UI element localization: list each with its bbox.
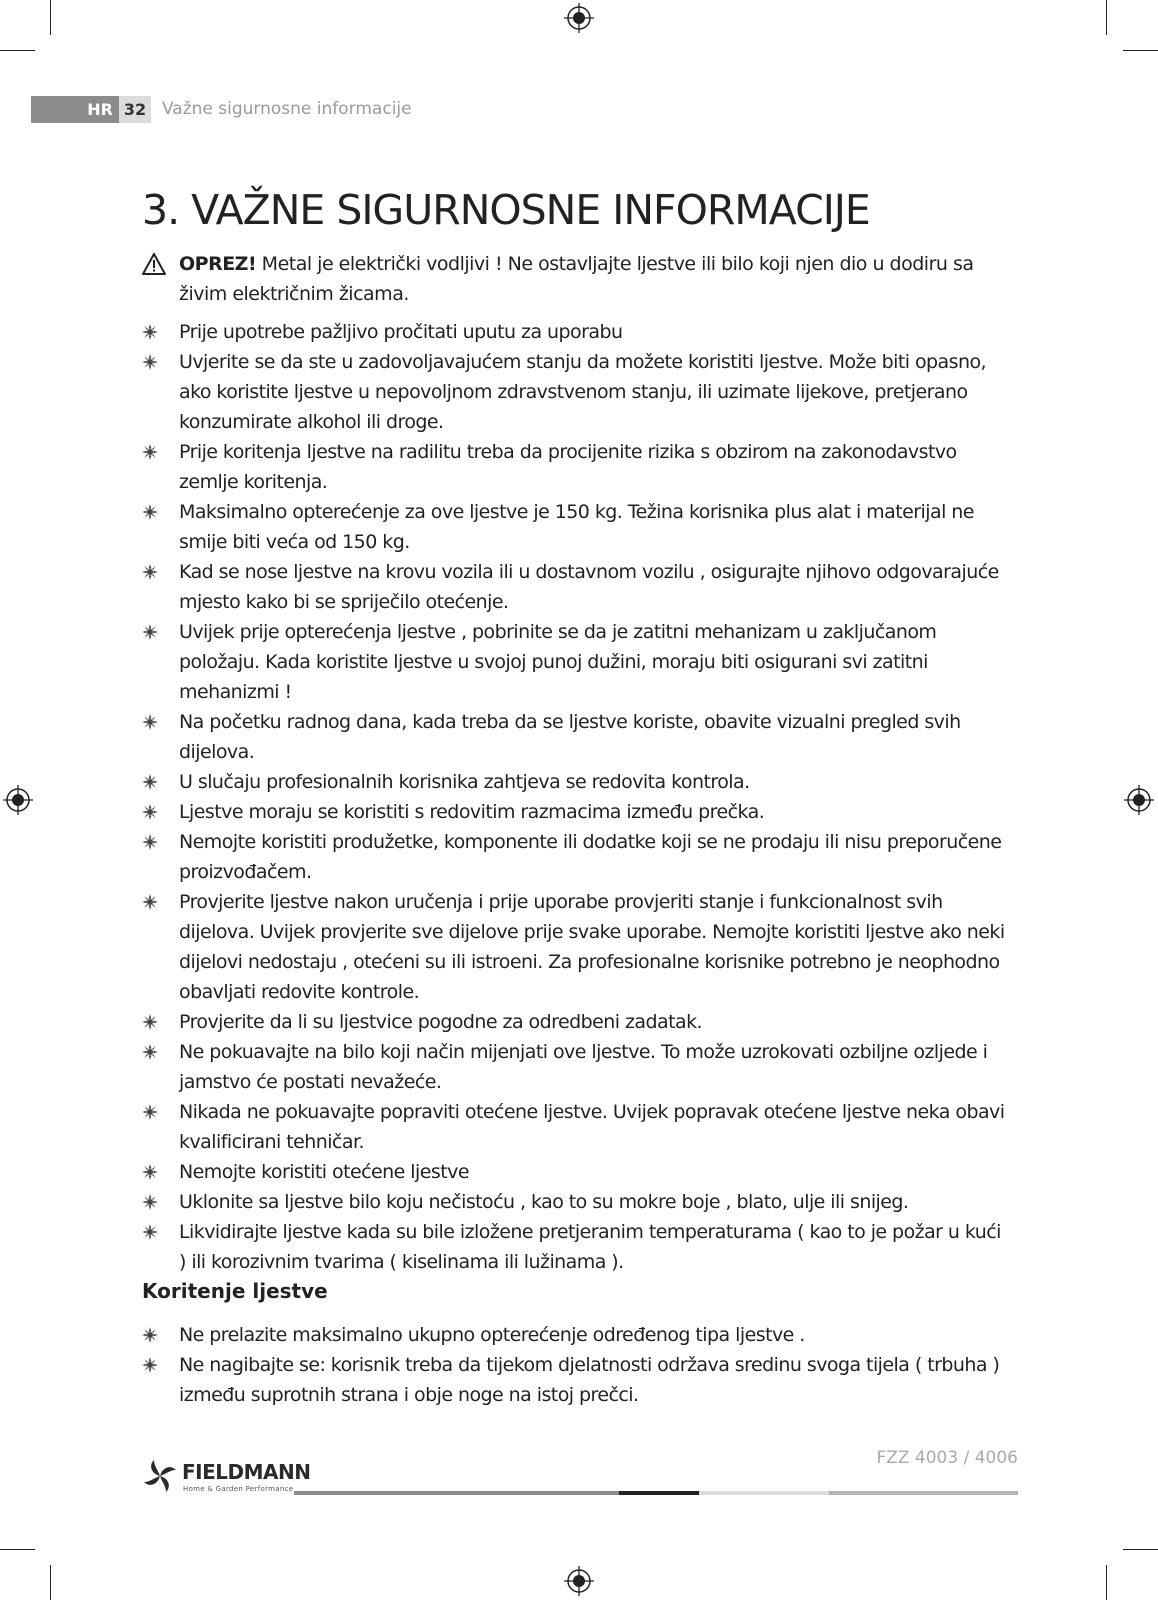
list-item-text: Ne pokuavajte na bilo koji način mijenjati ove ljestve. To može uzrokovati ozbiljne ozljede i jamstvo će postati nevažeće. bbox=[179, 1041, 988, 1093]
bullet-icon bbox=[142, 324, 158, 340]
list-item-text: Na početku radnog dana, kada treba da se ljestve koriste, obavite vizualni pregled svih dijelova. bbox=[179, 711, 961, 763]
footer-rule bbox=[294, 1491, 619, 1495]
running-header bbox=[31, 96, 451, 123]
registration-mark-icon bbox=[1124, 785, 1154, 815]
list-item-text: Kad se nose ljestve na krovu vozila ili u dostavnom vozilu , osigurajte njihovo odgovarajuće mjesto kako bi se spriječilo otećenje. bbox=[179, 561, 999, 613]
list-item bbox=[142, 827, 1012, 887]
bullet-icon bbox=[142, 834, 158, 850]
list-item bbox=[142, 557, 1012, 617]
page-number: 32 bbox=[119, 96, 151, 123]
list-item-text: Ne prelazite maksimalno ukupno opterećenje određenog tipa ljestve . bbox=[179, 1324, 805, 1346]
bullet-icon bbox=[142, 1327, 158, 1343]
list-item bbox=[142, 497, 1012, 557]
crop-mark bbox=[1123, 50, 1158, 51]
list-item-text: Uklonite sa ljestve bilo koju nečistoću , kao to su mokre boje , blato, ulje ili snijeg. bbox=[179, 1191, 909, 1213]
bullet-icon bbox=[142, 1014, 158, 1030]
list-item bbox=[142, 1320, 1012, 1350]
bullet-icon bbox=[142, 624, 158, 640]
crop-mark bbox=[50, 0, 51, 35]
language-code: HR bbox=[87, 100, 113, 119]
list-item-text: U slučaju profesionalnih korisnika zahtjeva se redovita kontrola. bbox=[179, 771, 750, 793]
crop-mark bbox=[1106, 1565, 1107, 1600]
list-item bbox=[142, 1157, 1012, 1187]
list-item bbox=[142, 1217, 1012, 1277]
bullet-icon bbox=[142, 804, 158, 820]
list-item-text: Provjerite da li su ljestvice pogodne za odredbeni zadatak. bbox=[179, 1011, 703, 1033]
registration-mark-icon bbox=[564, 1566, 594, 1596]
list-item-text: Ne nagibajte se: korisnik treba da tijekom djelatnosti održava sredinu svoga tijela ( trbuha ) između suprotnih strana i obje noge na istoj prečci. bbox=[179, 1354, 1000, 1406]
list-item-text: Nemojte koristiti produžetke, komponente ili dodatke koji se ne prodaju ili nisu preporučene proizvođačem. bbox=[179, 831, 1002, 883]
footer-rule bbox=[619, 1491, 699, 1495]
list-item-text: Prije koritenja ljestve na radilitu treba da procijenite rizika s obzirom na zakonodavstvo zemlje koritenja. bbox=[179, 441, 957, 493]
list-item-text: Prije upotrebe pažljivo pročitati uputu za uporabu bbox=[179, 321, 623, 343]
list-item bbox=[142, 1037, 1012, 1097]
list-item-text: Ljestve moraju se koristiti s redovitim razmacima između prečka. bbox=[179, 801, 765, 823]
crop-mark bbox=[1123, 1549, 1158, 1550]
list-item bbox=[142, 1187, 1012, 1217]
caution-text bbox=[179, 249, 1012, 309]
bullet-icon bbox=[142, 504, 158, 520]
header-section-title: Važne sigurnosne informacije bbox=[162, 99, 412, 119]
caution-body: Metal je električki vodljivi ! Ne ostavljajte ljestve ili bilo koji njen dio u dodiru sa živim električnim žicama. bbox=[179, 253, 974, 305]
list-item bbox=[142, 437, 1012, 497]
list-item-text: Maksimalno opterećenje za ove ljestve je 150 kg. Težina korisnika plus alat i materijal ne smije biti veća od 150 kg. bbox=[179, 501, 974, 553]
list-item bbox=[142, 797, 1012, 827]
crop-mark bbox=[0, 50, 35, 51]
safety-list bbox=[142, 317, 1012, 1277]
list-item bbox=[142, 887, 1012, 1007]
crop-mark bbox=[50, 1565, 51, 1600]
list-item-text: Nikada ne pokuavajte popraviti otećene ljestve. Uvijek popravak otećene ljestve neka obavi kvalificirani tehničar. bbox=[179, 1101, 1005, 1153]
page-title: 3. VAŽNE SIGURNOSNE INFORMACIJE bbox=[142, 186, 870, 234]
registration-mark-icon bbox=[564, 3, 594, 33]
footer-rule bbox=[829, 1491, 1018, 1495]
model-number: FZZ 4003 / 4006 bbox=[876, 1448, 1018, 1468]
list-item bbox=[142, 1350, 1012, 1410]
list-item bbox=[142, 707, 1012, 767]
list-item-text: Nemojte koristiti otećene ljestve bbox=[179, 1161, 469, 1183]
bullet-icon bbox=[142, 894, 158, 910]
list-item bbox=[142, 767, 1012, 797]
subsection-title: Koritenje ljestve bbox=[142, 1279, 328, 1303]
brand-tagline: Home & Garden Performance bbox=[183, 1485, 294, 1493]
bullet-icon bbox=[142, 444, 158, 460]
list-item bbox=[142, 1007, 1012, 1037]
bullet-icon bbox=[142, 1357, 158, 1373]
bullet-icon bbox=[142, 1194, 158, 1210]
usage-list bbox=[142, 1320, 1012, 1410]
list-item bbox=[142, 1097, 1012, 1157]
list-item bbox=[142, 347, 1012, 437]
bullet-icon bbox=[142, 1164, 158, 1180]
bullet-icon bbox=[142, 1224, 158, 1240]
caution-label: OPREZ! bbox=[179, 253, 257, 275]
brand-name: FIELDMANN bbox=[182, 1460, 311, 1484]
registration-mark-icon bbox=[3, 785, 33, 815]
caution-notice bbox=[142, 249, 1012, 309]
bullet-icon bbox=[142, 1044, 158, 1060]
list-item-text: Provjerite ljestve nakon uručenja i prije uporabe provjeriti stanje i funkcionalnost svih dijelova. Uvijek provjerite sve dijelove prije svake uporabe. Nemojte koristiti ljestve ako neki dijelovi nedostaju , otećeni su ili istroeni. Za profesionalne korisnike potrebno je neophodno obavljati redovite kontrole. bbox=[179, 891, 1005, 1003]
list-item bbox=[142, 317, 1012, 347]
list-item-text: Likvidirajte ljestve kada su bile izložene pretjeranim temperaturama ( kao to je požar u kući ) ili korozivnim tvarima ( kiselinama ili lužinama ). bbox=[179, 1221, 1001, 1273]
bullet-icon bbox=[142, 564, 158, 580]
bullet-icon bbox=[142, 774, 158, 790]
list-item-text: Uvjerite se da ste u zadovoljavajućem stanju da možete koristiti ljestve. Može biti opasno, ako koristite ljestve u nepovoljnom zdravstvenom stanju, ili uzimate lijekove, pretjerano konzumirate alkohol ili droge. bbox=[179, 351, 987, 433]
crop-mark bbox=[0, 1549, 35, 1550]
list-item bbox=[142, 617, 1012, 707]
bullet-icon bbox=[142, 1104, 158, 1120]
warning-triangle-icon bbox=[142, 253, 166, 275]
bullet-icon bbox=[142, 714, 158, 730]
footer-rule bbox=[699, 1491, 829, 1495]
list-item-text: Uvijek prije opterećenja ljestve , pobrinite se da je zatitni mehanizam u zaključanom položaju. Kada koristite ljestve u svojoj punoj dužini, moraju biti osigurani svi zatitni mehanizmi ! bbox=[179, 621, 937, 703]
bullet-icon bbox=[142, 354, 158, 370]
crop-mark bbox=[1106, 0, 1107, 35]
page-footer bbox=[142, 1448, 1018, 1508]
fieldmann-logo-icon bbox=[142, 1458, 178, 1494]
